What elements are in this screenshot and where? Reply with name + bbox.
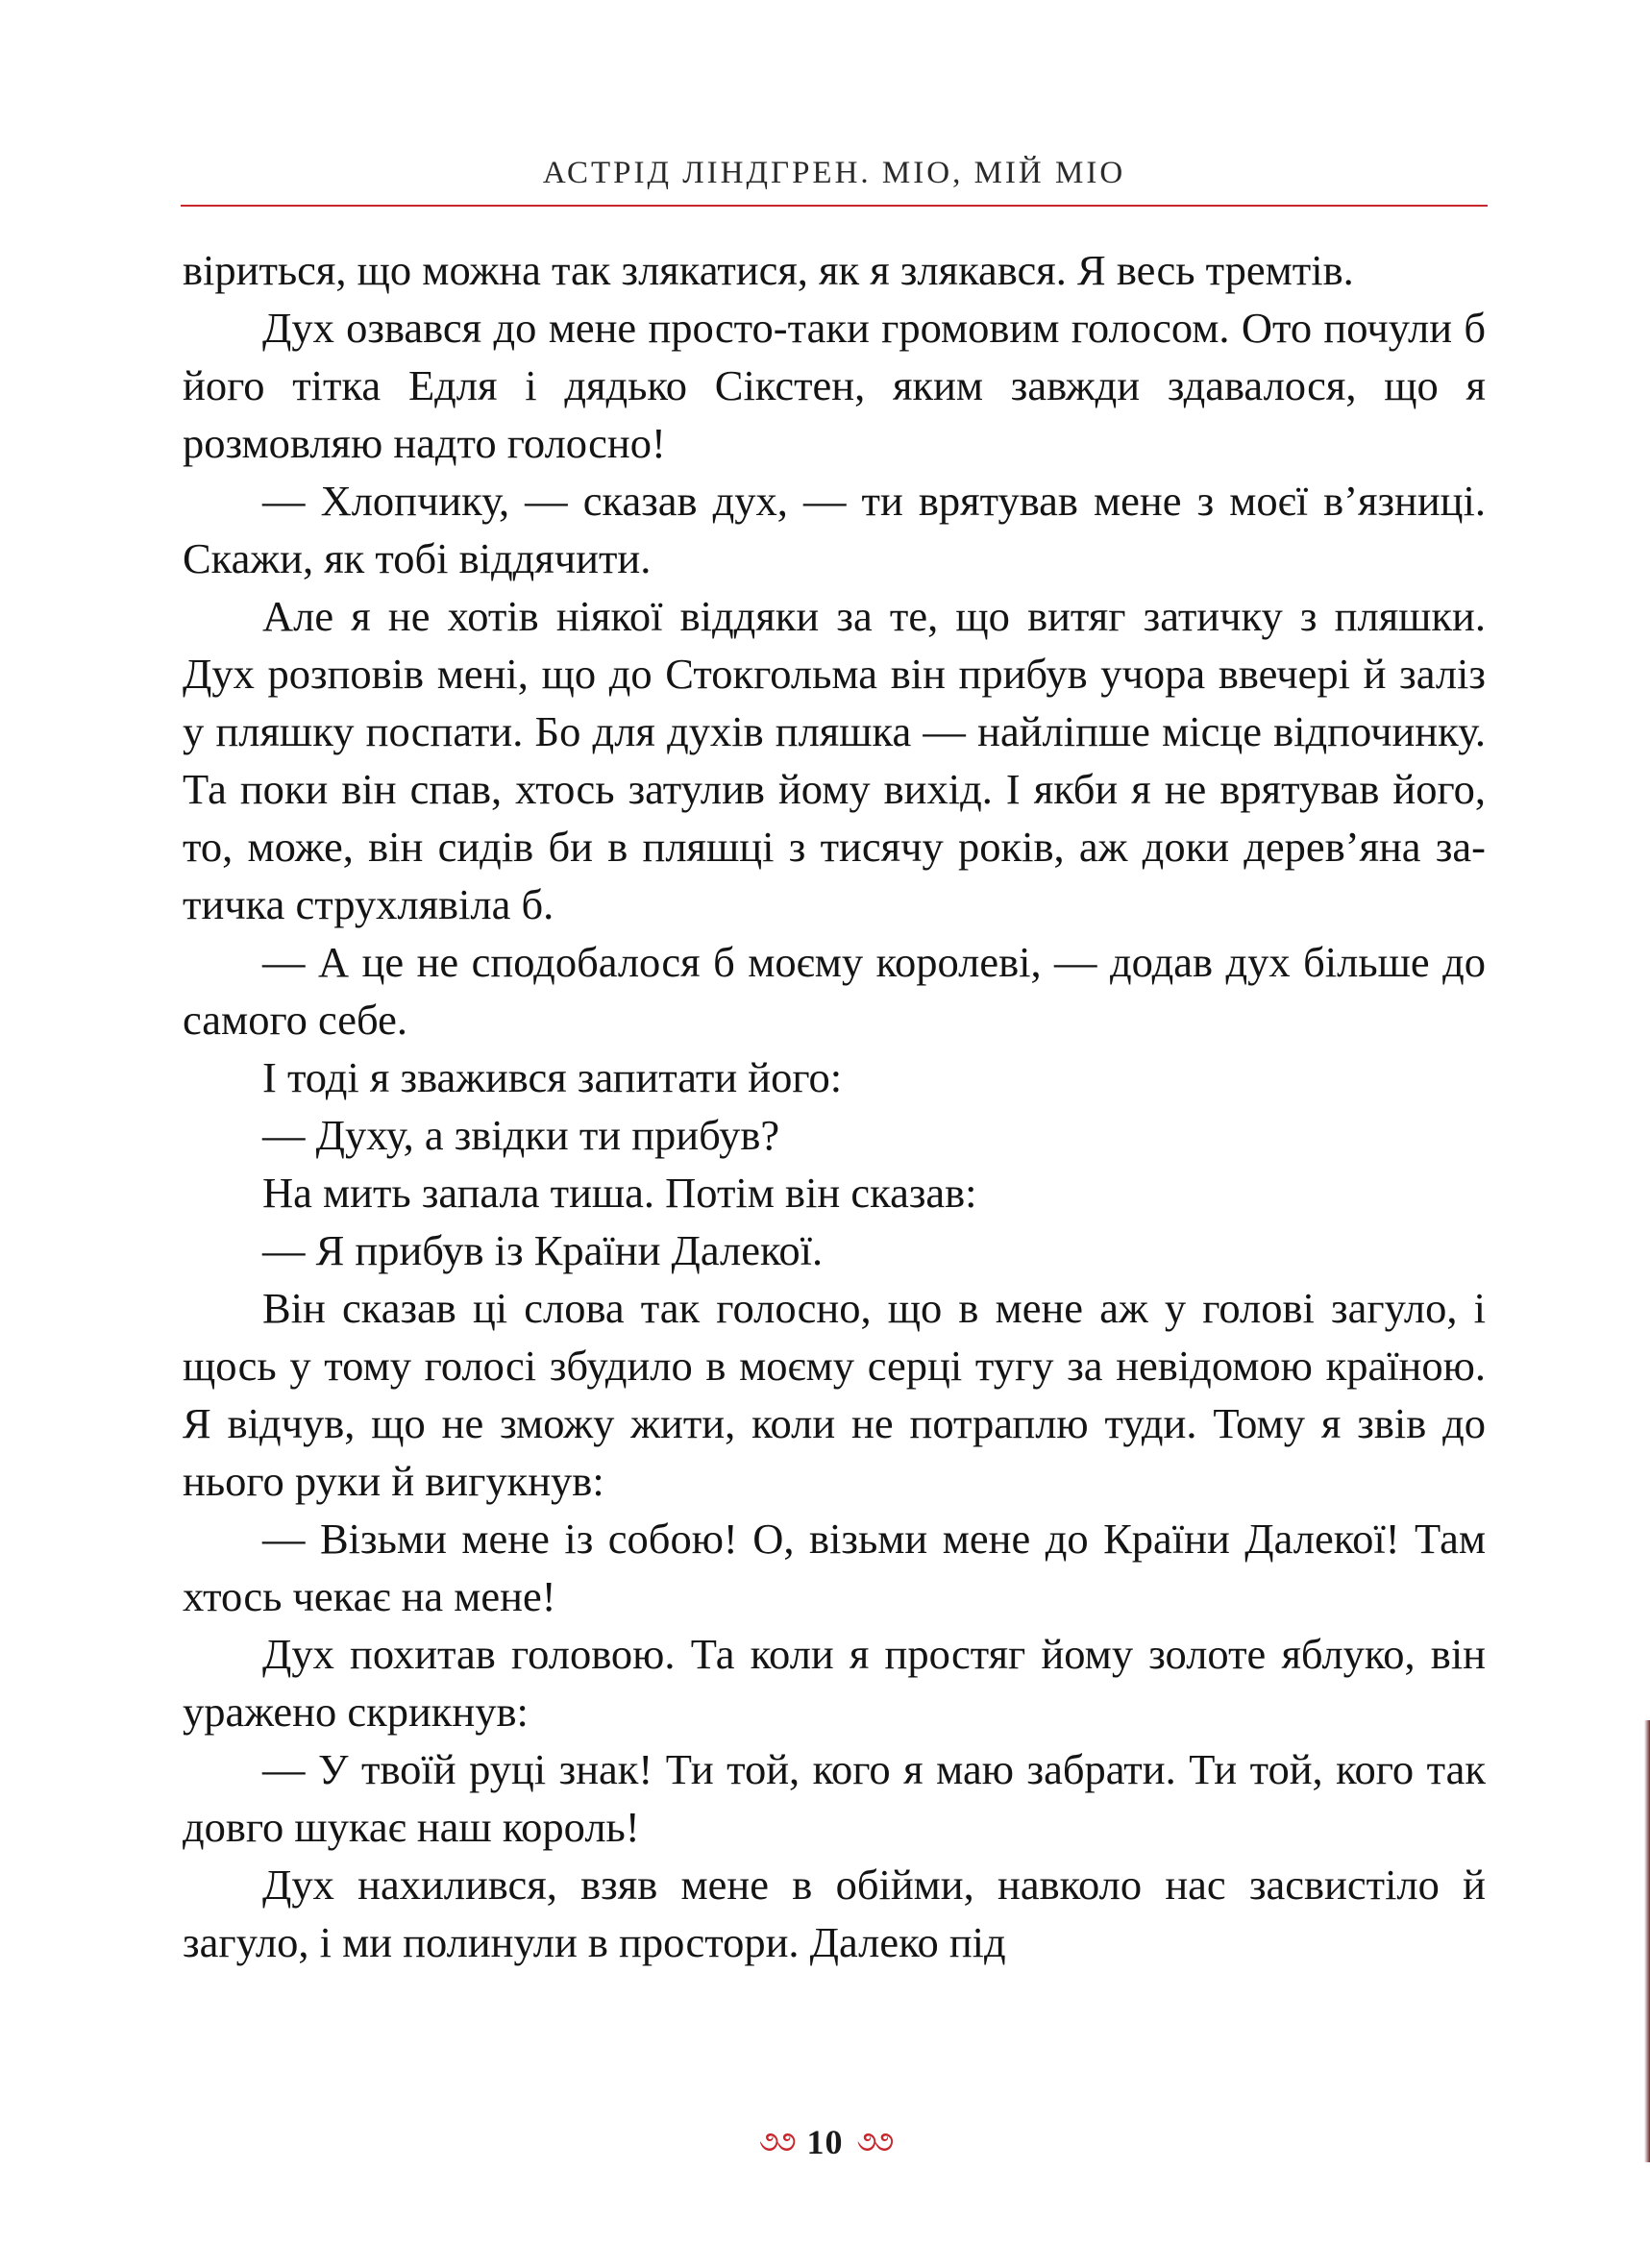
paragraph: Дух похитав головою. Та коли я простяг йому золоте яблуко, він уражено скрикнув:: [183, 1630, 1486, 1736]
header-rule: [181, 205, 1488, 207]
paragraph: — У твоїй руці знак! Ти той, кого я маю забрати. Ти той, кого так довго шукає наш король!: [183, 1745, 1486, 1851]
page-number: 10: [806, 2123, 844, 2161]
body-text: [183, 241, 1486, 1971]
paragraph: — А це не сподобалося б моєму королеві, — додав дух більше до самого себе.: [183, 938, 1486, 1044]
paragraph: віриться, що можна так злякатися, як я злякався. Я весь тремтів.: [183, 246, 1354, 294]
running-header: АСТРІД ЛІНДГРЕН. МІО, МІЙ МІО: [542, 156, 1126, 190]
paragraph: Він сказав ці слова так голосно, що в мене аж у голові загуло, і щось у тому голосі збудило в моєму серці тугу за невідомою країною. Я відчув, що не зможу жити, коли не потраплю туди. Тому я звів до нього руки й вигукнув:: [183, 1284, 1486, 1505]
paragraph: — Я прибув із Країни Далекої.: [262, 1226, 824, 1274]
paragraph: — Духу, а звідки ти прибув?: [262, 1111, 780, 1159]
paragraph: Дух нахилився, взяв мене в обійми, навколо нас засвистіло й загуло, і ми полинули в простори. Далеко під: [183, 1861, 1486, 1966]
paragraph: І тоді я зважився запитати його:: [262, 1053, 843, 1101]
paragraph: — Хлопчику, — сказав дух, — ти врятував мене з моєї в’язниці. Скажи, як тобі віддячити.: [183, 477, 1486, 582]
page-edge-shadow: [1644, 1720, 1650, 2162]
swirl-ornament-left-icon: ૭૭: [758, 2126, 794, 2157]
paragraph: Дух озвався до мене просто-таки громовим голосом. Ото почули б його тітка Едля і дядько Сікстен, яким завжди здавалося, що я розмовляю надто голосно!: [183, 304, 1486, 467]
page-footer: [0, 2122, 1650, 2162]
paragraph: Але я не хотів ніякої віддяки за те, що витяг затичку з пляшки. Дух розповів мені, що до Стокгольма він прибув учора ввечері й заліз у пляшку поспати. Бо для духів пляшка — найліпше місце відпочинку. Та поки він спав, хтось затулив йому вихід. І якби я не врятував його, то, може, він сидів би в пляшці з тисячу років, аж доки дерев’яна затичка струхлявіла б.: [183, 592, 1486, 928]
swirl-ornament-right-icon: ૭૭: [856, 2126, 892, 2157]
paragraph: На мить запала тиша. Потім він сказав:: [262, 1169, 977, 1217]
paragraph: — Візьми мене із собою! О, візьми мене до Країни Далекої! Там хтось чекає на мене!: [183, 1515, 1486, 1620]
